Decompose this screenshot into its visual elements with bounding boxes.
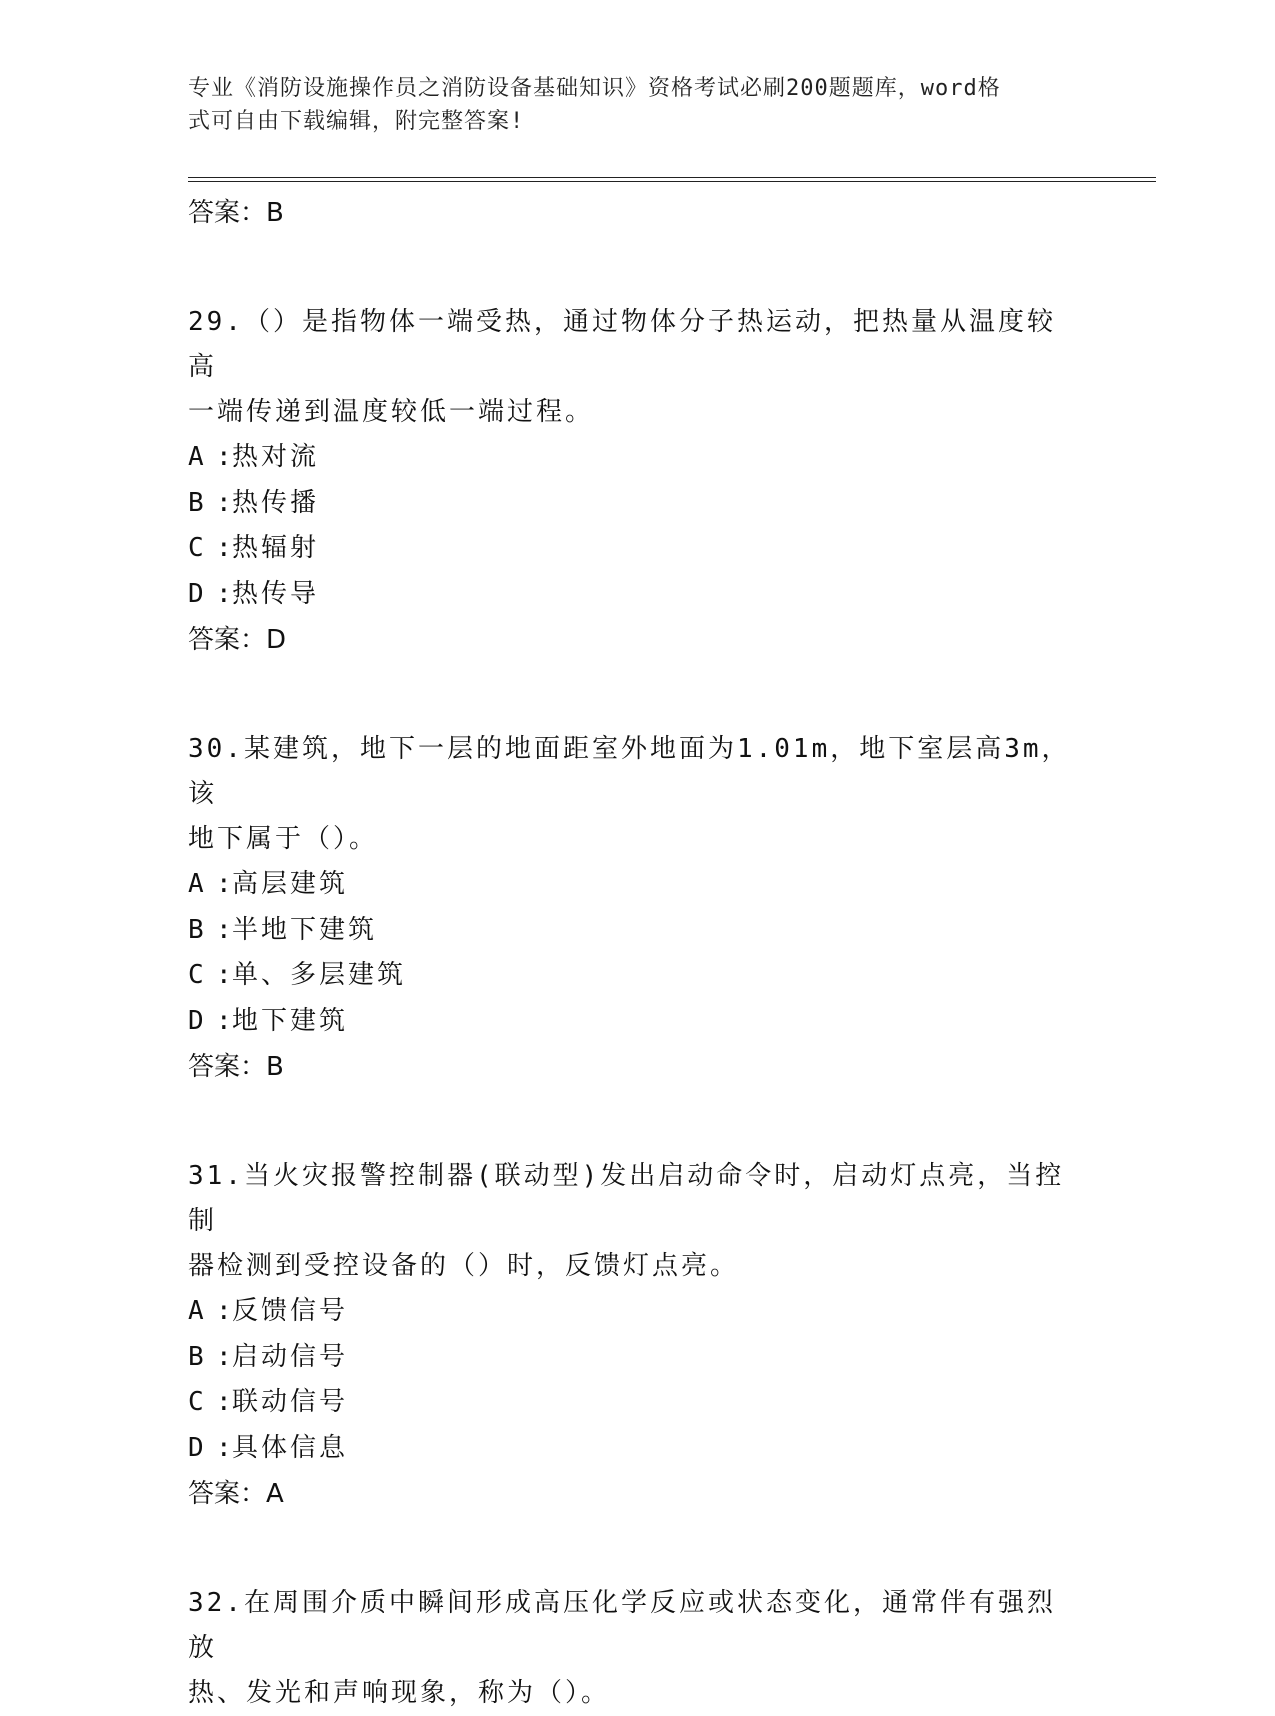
option-text: 反馈信号 [232, 1296, 349, 1326]
option-a [188, 1289, 1088, 1335]
option-c [188, 1380, 1088, 1426]
option-a [188, 862, 1088, 908]
option-b [188, 481, 1088, 527]
option-letter: A [188, 1296, 207, 1326]
option-separator: : [216, 487, 235, 518]
question-30 [188, 727, 1088, 1090]
option-b [188, 1335, 1088, 1381]
option-separator: : [216, 1387, 235, 1417]
option-separator: : [216, 1296, 235, 1326]
option-text: 高层建筑 [232, 869, 349, 899]
option-letter: B [188, 914, 207, 945]
option-separator: : [216, 1432, 235, 1463]
option-letter: B [188, 487, 207, 518]
question-line: 热、发光和声响现象，称为（）。 [188, 1678, 611, 1708]
option-separator: : [216, 869, 235, 899]
previous-answer: 答案：B [188, 198, 284, 228]
option-text: 热传导 [232, 578, 320, 609]
header-line-2: 式可自由下载编辑，附完整答案! [188, 109, 525, 134]
option-a [188, 435, 1088, 481]
option-d [188, 999, 1088, 1045]
option-letter: D [188, 578, 207, 609]
option-d [188, 572, 1088, 618]
answer-line: 答案：B [188, 1052, 284, 1082]
answer-line: 答案：A [188, 1479, 284, 1509]
question-text [188, 727, 1078, 862]
header-divider [188, 177, 1156, 182]
question-29 [188, 300, 1088, 663]
question-31 [188, 1154, 1088, 1517]
spacer [188, 663, 1088, 727]
option-letter: D [188, 1005, 207, 1036]
question-line: 29.（）是指物体一端受热，通过物体分子热运动，把热量从温度较高 [188, 307, 1056, 382]
option-text: 单、多层建筑 [232, 960, 407, 990]
option-text: 热传播 [232, 487, 320, 518]
document-header [188, 72, 1068, 138]
question-text [188, 1154, 1078, 1289]
spacer [188, 1090, 1088, 1154]
option-separator: : [216, 914, 235, 945]
question-line: 32.在周围介质中瞬间形成高压化学反应或状态变化，通常伴有强烈放 [188, 1588, 1056, 1663]
option-separator: : [216, 442, 235, 472]
option-letter: D [188, 1432, 207, 1463]
question-line: 30.某建筑，地下一层的地面距室外地面为1.01m，地下室层高3m，该 [188, 734, 1071, 809]
option-letter: C [188, 960, 207, 990]
option-letter: C [188, 533, 207, 563]
option-b [188, 908, 1088, 954]
option-d [188, 1426, 1088, 1472]
option-letter: C [188, 1387, 207, 1417]
option-text: 联动信号 [232, 1387, 349, 1417]
spacer [188, 236, 1088, 300]
option-separator: : [216, 1005, 235, 1036]
question-32 [188, 1581, 1088, 1716]
option-separator: : [216, 533, 235, 563]
option-separator: : [216, 1341, 235, 1372]
question-text [188, 300, 1078, 435]
option-text: 具体信息 [232, 1432, 349, 1463]
question-text [188, 1581, 1078, 1716]
option-text: 热对流 [232, 442, 320, 472]
question-list [188, 190, 1088, 1716]
option-text: 地下建筑 [232, 1005, 349, 1036]
option-separator: : [216, 960, 235, 990]
answer-line: 答案：D [188, 625, 287, 655]
option-letter: A [188, 442, 207, 472]
spacer [188, 1517, 1088, 1581]
question-line: 器检测到受控设备的（）时，反馈灯点亮。 [188, 1251, 740, 1281]
option-letter: A [188, 869, 207, 899]
header-line-1: 专业《消防设施操作员之消防设备基础知识》资格考试必刷200题题库，word格 [188, 76, 1001, 101]
option-c [188, 526, 1088, 572]
option-text: 热辐射 [232, 533, 320, 563]
question-line: 31.当火灾报警控制器(联动型)发出启动命令时，启动灯点亮，当控制 [188, 1161, 1065, 1236]
option-letter: B [188, 1341, 207, 1372]
option-text: 半地下建筑 [232, 914, 378, 945]
option-separator: : [216, 578, 235, 609]
question-line: 一端传递到温度较低一端过程。 [188, 397, 595, 427]
question-line: 地下属于（）。 [188, 824, 379, 854]
option-text: 启动信号 [232, 1341, 349, 1372]
option-c [188, 953, 1088, 999]
